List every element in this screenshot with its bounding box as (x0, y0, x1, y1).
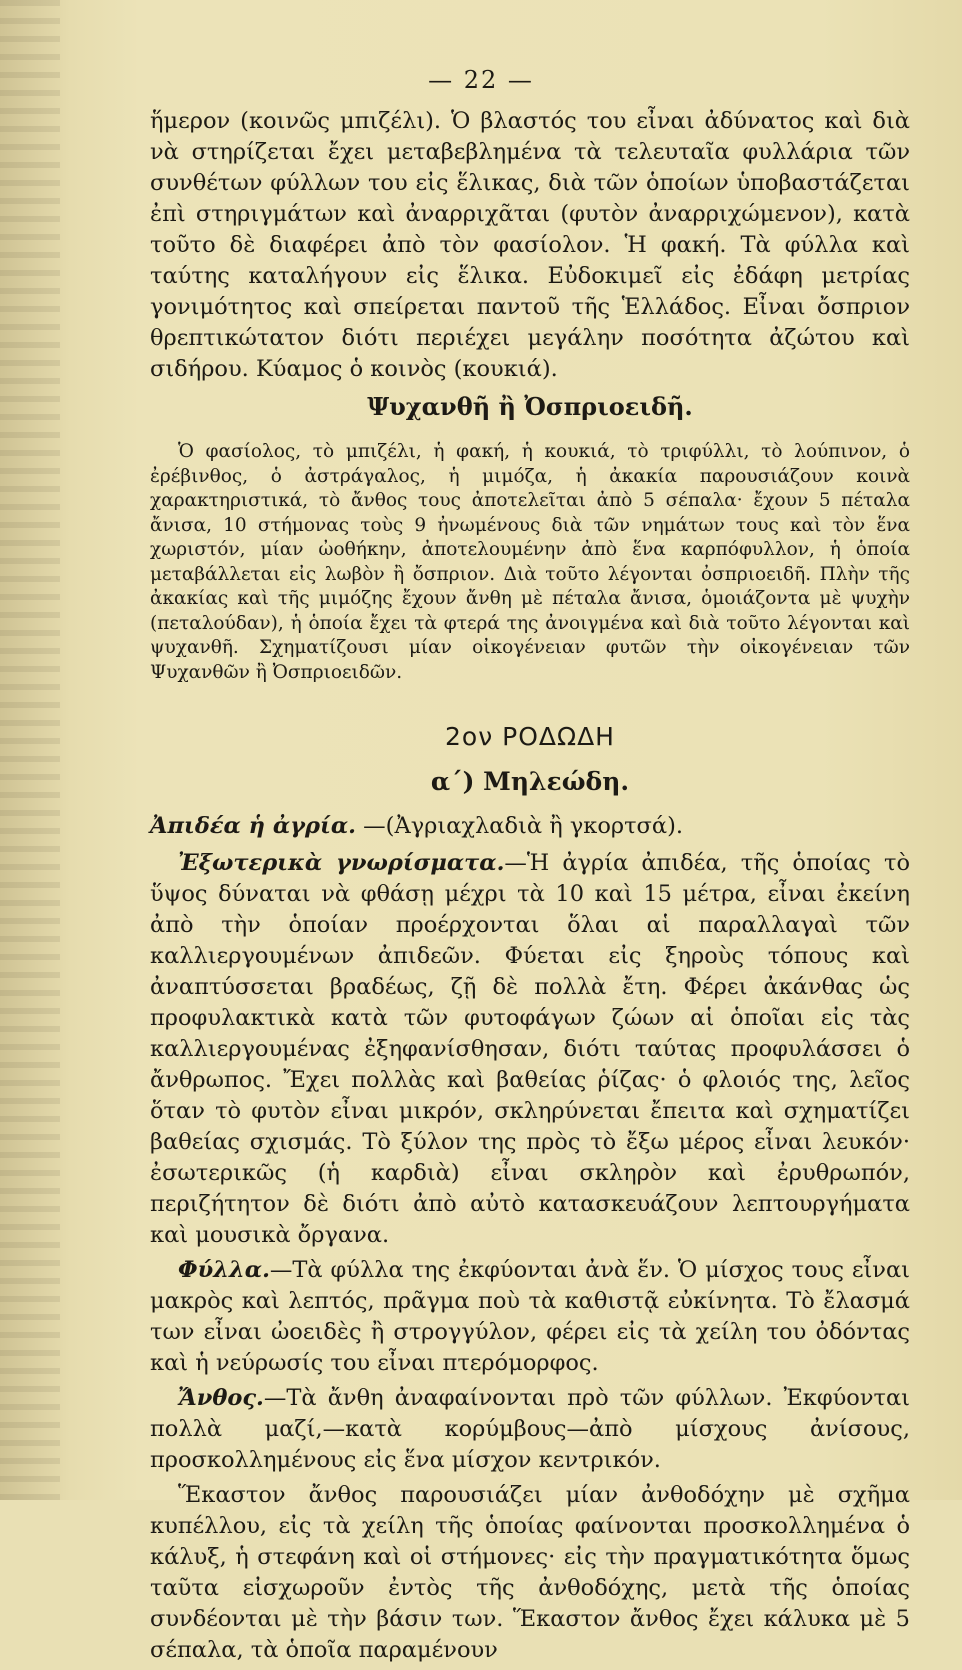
paragraph-flower-detail: Ἕκαστον ἄνθος παρουσιάζει μίαν ἀνθοδόχην μὲ σχῆμα κυπέλλου, εἰς τὰ χείλη τῆς ὁποίας φαίνονται προσκολλημένα ὁ κάλυξ, ἡ στεφάνη καὶ οἱ στήμονες· εἰς τὴν πραγματικότητα ὅμως ταῦτα εἰσχωροῦν ἐντὸς τῆς ἀνθοδόχης, μετὰ τῆς ὁποίας συνδέονται μὲ τὴν βάσιν των. Ἕκαστον ἄνθος ἔχει κάλυκα μὲ 5 σέπαλα, τὰ ὁποῖα παραμένουν (150, 1482, 910, 1663)
binding-edge (0, 0, 60, 1500)
text-external: —Ἡ ἀγρία ἀπιδέα, τῆς ὁποίας τὸ ὕψος δύναται νὰ φθάσῃ μέχρι τὰ 10 καὶ 15 μέτρα, εἶναι ἐκείνη ἀπὸ τὴν ὁποίαν προέρχονται ὅλαι αἱ παραλλαγαὶ τῶν καλλιεργουμένων ἀπιδεῶν. Φύεται εἰς ξηροὺς τόπους καὶ ἀναπτύσσεται βραδέως, ζῇ δὲ πολλὰ ἔτη. Φέρει ἀκάνθας ὡς προφυλακτικὰ κατὰ τῶν φυτοφάγων ζώων αἱ ὁποῖαι εἰς τὰς καλλιεργουμένας ἐξηφανίσθησαν, διότι ταύτας προφυλάσσει ὁ ἄνθρωπος. Ἔχει πολλὰς καὶ βαθείας ῥίζας· ὁ φλοιός της, λεῖος ὅταν τὸ φυτὸν εἶναι μικρόν, σκληρύνεται ἔπειτα καὶ σχηματίζει βαθείας σχισμάς. Τὸ ξύλον της πρὸς τὸ ἔξω μέρος εἶναι λευκόν· ἐσωτερικῶς (ἡ καρδιὰ) εἶναι σκληρὸν καὶ ἐρυθρωπόν, περιζήτητον δὲ διότι ἀπὸ αὐτὸ κατασκευάζουν λεπτουργήματα καὶ μουσικὰ ὄργανα. (150, 850, 910, 1248)
species-alt-name: —(Ἀγριαχλαδιὰ ἢ γκορτσά). (363, 813, 684, 839)
paragraph-external (150, 848, 910, 1251)
label-flower: Ἄνθος. (178, 1385, 264, 1411)
subtitle-meleode: α΄) Μηλεώδη. (430, 767, 630, 796)
heading-psychanthi: Ψυχανθῆ ἢ Ὀσπριοειδῆ. (367, 392, 693, 421)
paragraph-flower (150, 1383, 910, 1476)
page-number: — 22 — (428, 66, 534, 94)
paragraph-legumes: Ὁ φασίολος, τὸ μπιζέλι, ἡ φακή, ἡ κουκιά, τὸ τριφύλλι, τὸ λούπινον, ὁ ἐρέβινθος, ὁ ἀστράγαλος, ἡ μιμόζα, ἡ ἀκακία παρουσιάζουν κοινὰ χαρακτηριστικά, τὸ ἄνθος τους ἀποτελεῖται ἀπὸ 5 σέπαλα· ἔχουν 5 πέταλα ἄνισα, 10 στήμονας τοὺς 9 ἠνωμένους διὰ τῶν νημάτων τους καὶ τὸν ἕνα χωριστόν, μίαν ὠοθήκην, ἀποτελουμένην ἀπὸ ἕνα καρπόφυλλον, ἡ ὁποία μεταβάλλεται εἰς λωβὸν ἢ ὄσπριον. Διὰ τοῦτο λέγονται ὀσπριοειδῆ. Πλὴν τῆς ἀκακίας καὶ τῆς μιμόζης ἔχουν ἄνθη μὲ πέταλα ἄνισα, ὁμοιάζοντα μὲ ψυχὴν (πεταλούδαν), ἡ ὁποία ἔχει τὰ φτερά της ἀνοιγμένα καὶ διὰ τοῦτο λέγονται καὶ ψυχανθῆ. Σχηματίζουσι μίαν οἰκογένειαν φυτῶν τὴν οἰκογένειαν τῶν Ψυχανθῶν ἢ Ὀσπριοειδῶν. (150, 441, 910, 683)
section-title-rodode: 2ον ΡΟΔΩΔΗ (445, 722, 615, 751)
label-leaves: Φύλλα. (178, 1257, 270, 1283)
label-external: Ἐξωτερικὰ γνωρίσματα. (178, 850, 505, 876)
paragraph-leaves (150, 1255, 910, 1379)
text-leaves: —Τὰ φύλλα της ἐκφύονται ἀνὰ ἕν. Ὁ μίσχος τους εἶναι μακρὸς καὶ λεπτός, πρᾶγμα ποὺ τὰ καθιστᾷ εὐκίνητα. Τὸ ἔλασμά των εἶναι ὠοειδὲς ἢ στρογγύλον, φέρει εἰς τὰ χείλη του ὀδόντας καὶ ἡ νεύρωσίς του εἶναι πτερόμορφος. (150, 1257, 910, 1376)
species-title: Ἀπιδέα ἡ ἀγρία. (150, 813, 357, 839)
text-column-top (150, 106, 910, 1670)
text-flower: —Τὰ ἄνθη ἀναφαίνονται πρὸ τῶν φύλλων. Ἐκφύονται πολλὰ μαζί,—κατὰ κορύμβους—ἀπὸ μίσχους ἀνίσους, προσκολλημένους εἰς ἕνα μίσχον κεντρικόν. (150, 1385, 910, 1473)
paragraph-pisum: ἥμερον (κοινῶς μπιζέλι). Ὁ βλαστός του εἶναι ἀδύνατος καὶ διὰ νὰ στηρίζεται ἔχει μεταβεβλημένα τὰ τελευταῖα φυλλάρια τῶν συνθέτων φύλλων του εἰς ἕλικας, διὰ τῶν ὁποίων ὑποβαστάζεται ἐπὶ στηριγμάτων καὶ ἀναρριχᾶται (φυτὸν ἀναρριχώμενον), κατὰ τοῦτο δὲ διαφέρει ἀπὸ τὸν φασίολον. Ἡ φακή. Τὰ φύλλα καὶ ταύτης καταλήγουν εἰς ἕλικα. Εὐδοκιμεῖ εἰς ἐδάφη μετρίας γονιμότητος καὶ σπείρεται παντοῦ τῆς Ἑλλάδος. Εἶναι ὄσπριον θρεπτικώτατον διότι περιέχει μεγάλην ποσότητα ἀζώτου καὶ σιδήρου. Κύαμος ὁ κοινὸς (κουκιά). (150, 108, 910, 382)
species-line (150, 811, 910, 842)
